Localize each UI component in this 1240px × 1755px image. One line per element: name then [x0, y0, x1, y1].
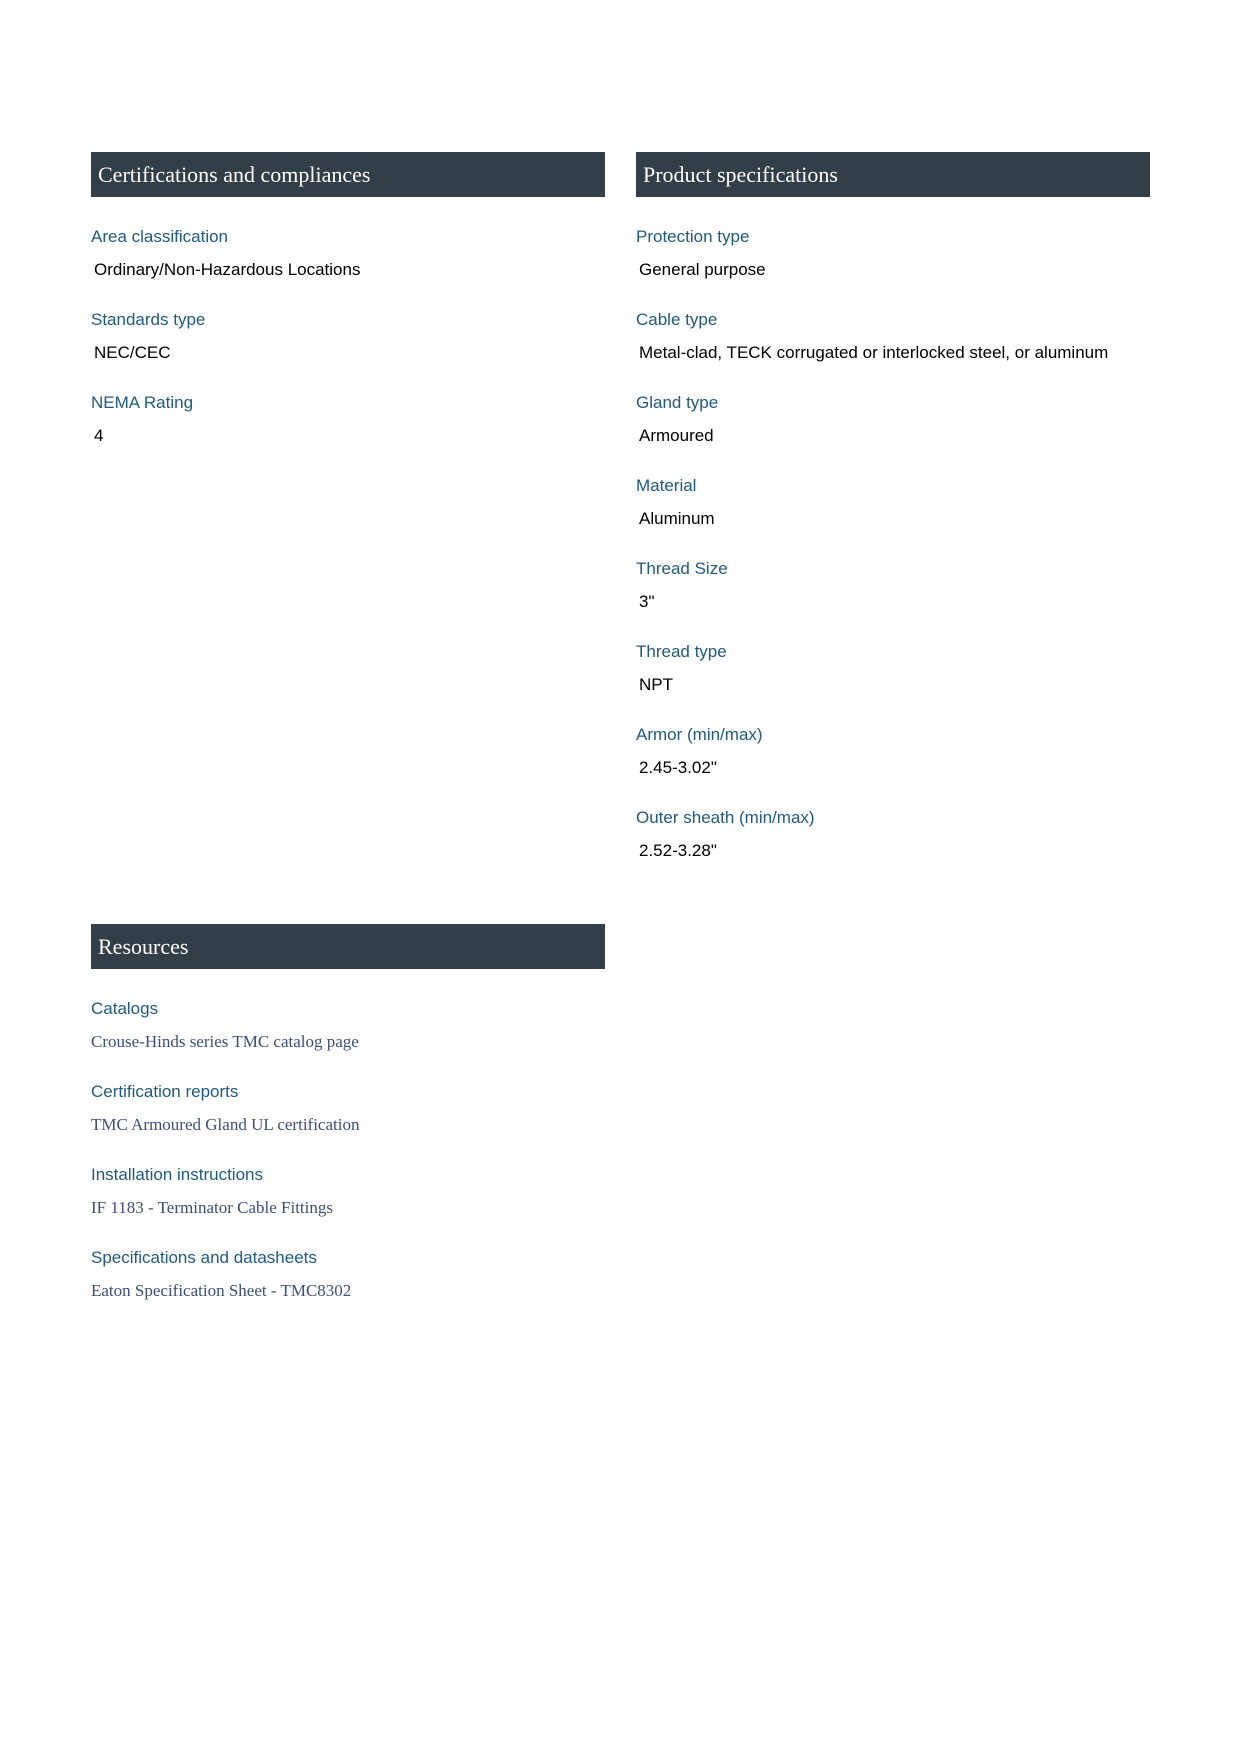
field-outer-sheath	[636, 808, 1150, 891]
field-label: Outer sheath (min/max)	[636, 808, 815, 827]
field-value: 3"	[639, 592, 655, 611]
field-value: Armoured	[639, 426, 714, 445]
field-label: Material	[636, 476, 697, 495]
resource-link-installation[interactable]: IF 1183 - Terminator Cable Fittings	[91, 1198, 333, 1217]
field-label: Thread type	[636, 642, 727, 661]
resource-certification-reports	[91, 1082, 605, 1165]
field-label: Armor (min/max)	[636, 725, 763, 744]
resources-list	[91, 999, 605, 1331]
field-value: 2.52-3.28"	[639, 841, 717, 860]
field-armor	[636, 725, 1150, 808]
field-label: Gland type	[636, 393, 719, 412]
resource-link-spec-sheet[interactable]: Eaton Specification Sheet - TMC8302	[91, 1281, 352, 1300]
field-area-classification	[91, 227, 605, 310]
resources-header: Resources	[91, 924, 605, 969]
resource-label: Specifications and datasheets	[91, 1248, 317, 1267]
resource-label: Installation instructions	[91, 1165, 263, 1184]
field-value: Aluminum	[639, 509, 715, 528]
specifications-fields	[636, 227, 1150, 891]
certifications-section	[91, 152, 605, 476]
field-value: 2.45-3.02"	[639, 758, 717, 777]
field-value: NEC/CEC	[94, 343, 171, 362]
field-value: 4	[94, 426, 104, 445]
specifications-header: Product specifications	[636, 152, 1150, 197]
field-material	[636, 476, 1150, 559]
field-protection-type	[636, 227, 1150, 310]
field-label: NEMA Rating	[91, 393, 194, 412]
specifications-section	[636, 152, 1150, 891]
field-label: Cable type	[636, 310, 718, 329]
field-nema-rating	[91, 393, 605, 476]
resource-specifications-datasheets	[91, 1248, 605, 1331]
resources-section	[91, 924, 605, 1331]
resource-label: Certification reports	[91, 1082, 239, 1101]
field-label: Standards type	[91, 310, 206, 329]
field-label: Protection type	[636, 227, 750, 246]
field-value: Metal-clad, TECK corrugated or interlocked steel, or aluminum	[639, 343, 1109, 362]
field-value: General purpose	[639, 260, 766, 279]
resource-label: Catalogs	[91, 999, 159, 1018]
certifications-header: Certifications and compliances	[91, 152, 605, 197]
field-gland-type	[636, 393, 1150, 476]
field-thread-type	[636, 642, 1150, 725]
certifications-fields	[91, 227, 605, 476]
field-value: NPT	[639, 675, 673, 694]
field-value: Ordinary/Non-Hazardous Locations	[94, 260, 361, 279]
resource-link-certification[interactable]: TMC Armoured Gland UL certification	[91, 1115, 360, 1134]
field-thread-size	[636, 559, 1150, 642]
resource-installation-instructions	[91, 1165, 605, 1248]
field-standards-type	[91, 310, 605, 393]
field-cable-type	[636, 310, 1150, 393]
field-label: Thread Size	[636, 559, 728, 578]
field-label: Area classification	[91, 227, 229, 246]
resource-catalogs	[91, 999, 605, 1082]
resource-link-catalog[interactable]: Crouse-Hinds series TMC catalog page	[91, 1032, 359, 1051]
